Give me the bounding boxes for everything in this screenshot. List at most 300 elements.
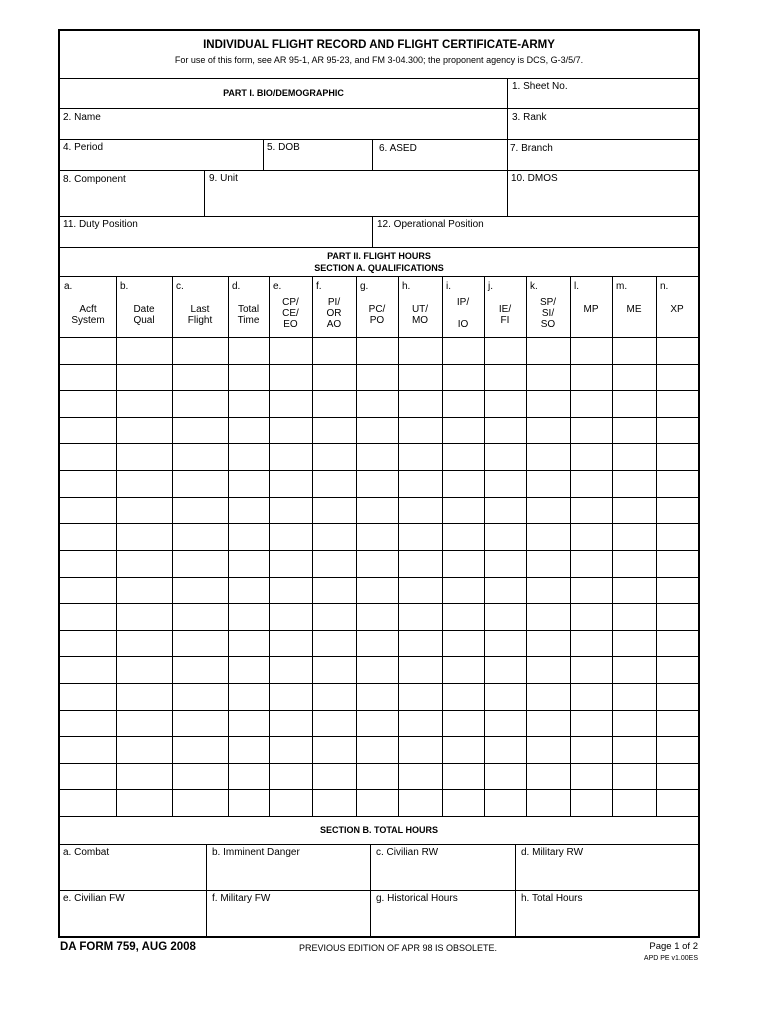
- table-cell-input[interactable]: [313, 391, 356, 417]
- table-cell-input[interactable]: [117, 365, 172, 391]
- table-cell-input[interactable]: [357, 498, 398, 524]
- table-cell-input[interactable]: [357, 418, 398, 444]
- table-cell-input[interactable]: [443, 657, 484, 683]
- combat-field[interactable]: [60, 859, 206, 890]
- table-cell-input[interactable]: [443, 578, 484, 604]
- table-cell-input[interactable]: [61, 471, 116, 497]
- table-cell-input[interactable]: [399, 524, 442, 550]
- table-cell-input[interactable]: [357, 578, 398, 604]
- table-cell-input[interactable]: [571, 657, 612, 683]
- table-cell-input[interactable]: [270, 711, 312, 737]
- table-cell-input[interactable]: [571, 418, 612, 444]
- table-cell-input[interactable]: [613, 524, 656, 550]
- table-cell-input[interactable]: [357, 604, 398, 630]
- table-cell-input[interactable]: [270, 498, 312, 524]
- table-cell-input[interactable]: [657, 444, 698, 470]
- table-cell-input[interactable]: [571, 764, 612, 790]
- column-header-label: OR: [326, 308, 342, 319]
- table-cell-input[interactable]: [571, 737, 612, 763]
- frame-right: [698, 29, 700, 938]
- table-cell-input[interactable]: [229, 578, 269, 604]
- table-cell-input[interactable]: [571, 604, 612, 630]
- dob-field[interactable]: [264, 154, 372, 170]
- table-cell-input[interactable]: [485, 790, 526, 816]
- table-cell-input[interactable]: [657, 524, 698, 550]
- table-cell-input[interactable]: [270, 657, 312, 683]
- table-cell-input[interactable]: [229, 711, 269, 737]
- table-cell-input[interactable]: [117, 711, 172, 737]
- table-cell-input[interactable]: [657, 604, 698, 630]
- sheet-no-field[interactable]: [508, 93, 698, 108]
- table-cell-input[interactable]: [357, 684, 398, 710]
- table-cell-input[interactable]: [571, 711, 612, 737]
- table-cell-input[interactable]: [571, 391, 612, 417]
- table-cell-input[interactable]: [399, 684, 442, 710]
- branch-label: 7. Branch: [510, 143, 553, 154]
- table-cell-input[interactable]: [173, 471, 228, 497]
- table-cell-input[interactable]: [357, 471, 398, 497]
- table-cell-input[interactable]: [357, 551, 398, 577]
- table-cell-input[interactable]: [61, 790, 116, 816]
- table-cell-input[interactable]: [61, 604, 116, 630]
- table-cell-input[interactable]: [357, 657, 398, 683]
- table-cell-input[interactable]: [527, 471, 570, 497]
- table-cell-input[interactable]: [173, 737, 228, 763]
- table-cell-input[interactable]: [270, 631, 312, 657]
- table-cell-input[interactable]: [229, 524, 269, 550]
- table-cell-input[interactable]: [527, 684, 570, 710]
- table-cell-input[interactable]: [357, 737, 398, 763]
- table-cell-input[interactable]: [173, 365, 228, 391]
- branch-field[interactable]: [508, 154, 698, 170]
- table-cell-input[interactable]: [657, 657, 698, 683]
- table-cell-input[interactable]: [313, 578, 356, 604]
- table-cell-input[interactable]: [443, 790, 484, 816]
- table-cell-input[interactable]: [173, 790, 228, 816]
- table-cell-input[interactable]: [270, 551, 312, 577]
- table-cell-input[interactable]: [657, 391, 698, 417]
- table-cell-input[interactable]: [173, 684, 228, 710]
- table-cell-input[interactable]: [443, 444, 484, 470]
- table-cell-input[interactable]: [613, 657, 656, 683]
- table-cell-input[interactable]: [270, 524, 312, 550]
- table-cell-input[interactable]: [657, 418, 698, 444]
- table-cell-input[interactable]: [173, 764, 228, 790]
- column-header-label: Time: [237, 315, 260, 326]
- table-cell-input[interactable]: [173, 604, 228, 630]
- table-cell-input[interactable]: [527, 524, 570, 550]
- table-cell-input[interactable]: [613, 551, 656, 577]
- table-cell-input[interactable]: [61, 418, 116, 444]
- table-cell-input[interactable]: [117, 737, 172, 763]
- table-cell-input[interactable]: [117, 684, 172, 710]
- imminent-danger-field[interactable]: [207, 859, 370, 890]
- table-cell-input[interactable]: [117, 551, 172, 577]
- table-cell-input[interactable]: [173, 338, 228, 364]
- table-cell-input[interactable]: [443, 338, 484, 364]
- table-cell-input[interactable]: [613, 365, 656, 391]
- table-cell-input[interactable]: [657, 631, 698, 657]
- column-letter: m.: [616, 281, 628, 292]
- table-cell-input[interactable]: [657, 578, 698, 604]
- total-hours-field[interactable]: [516, 905, 698, 936]
- table-cell-input[interactable]: [443, 365, 484, 391]
- table-cell-input[interactable]: [443, 391, 484, 417]
- table-cell-input[interactable]: [399, 764, 442, 790]
- table-cell-input[interactable]: [399, 631, 442, 657]
- table-cell-input[interactable]: [613, 418, 656, 444]
- operational-position-field[interactable]: [373, 231, 698, 247]
- table-cell-input[interactable]: [270, 365, 312, 391]
- table-cell-input[interactable]: [61, 391, 116, 417]
- civilian-fw-field[interactable]: [60, 905, 206, 936]
- table-cell-input[interactable]: [613, 338, 656, 364]
- column-header-label: PI/: [327, 297, 341, 308]
- table-cell-input[interactable]: [313, 657, 356, 683]
- table-cell-input[interactable]: [357, 711, 398, 737]
- table-cell-input[interactable]: [357, 631, 398, 657]
- table-cell-input[interactable]: [527, 551, 570, 577]
- table-cell-input[interactable]: [313, 338, 356, 364]
- table-cell-input[interactable]: [399, 338, 442, 364]
- table-cell-input[interactable]: [571, 338, 612, 364]
- table-cell-input[interactable]: [399, 418, 442, 444]
- column-header-label: Acft: [79, 304, 97, 315]
- table-cell-input[interactable]: [485, 578, 526, 604]
- table-cell-input[interactable]: [399, 444, 442, 470]
- table-cell-input[interactable]: [485, 524, 526, 550]
- table-cell-input[interactable]: [173, 391, 228, 417]
- table-cell-input[interactable]: [357, 365, 398, 391]
- table-cell-input[interactable]: [527, 631, 570, 657]
- section-b-heading: SECTION B. TOTAL HOURS: [319, 825, 438, 835]
- table-cell-input[interactable]: [399, 551, 442, 577]
- table-cell-input[interactable]: [571, 684, 612, 710]
- table-cell-input[interactable]: [527, 365, 570, 391]
- table-cell-input[interactable]: [443, 524, 484, 550]
- table-cell-input[interactable]: [117, 764, 172, 790]
- table-cell-input[interactable]: [613, 711, 656, 737]
- table-cell-input[interactable]: [527, 657, 570, 683]
- table-cell-input[interactable]: [571, 578, 612, 604]
- table-cell-input[interactable]: [117, 498, 172, 524]
- table-cell-input[interactable]: [613, 391, 656, 417]
- table-cell-input[interactable]: [229, 657, 269, 683]
- table-cell-input[interactable]: [270, 471, 312, 497]
- column-header-label: CP/: [282, 297, 299, 308]
- table-cell-input[interactable]: [527, 498, 570, 524]
- dmos-field[interactable]: [508, 186, 698, 216]
- table-cell-input[interactable]: [357, 790, 398, 816]
- table-cell-input[interactable]: [357, 524, 398, 550]
- table-cell-input[interactable]: [657, 338, 698, 364]
- column-header-label: SP/: [539, 297, 557, 308]
- table-cell-input[interactable]: [229, 444, 269, 470]
- table-cell-input[interactable]: [61, 684, 116, 710]
- table-cell-input[interactable]: [61, 764, 116, 790]
- table-cell-input[interactable]: [485, 684, 526, 710]
- component-field[interactable]: [60, 186, 204, 216]
- unit-field[interactable]: [205, 186, 507, 216]
- table-cell-input[interactable]: [117, 524, 172, 550]
- table-cell-input[interactable]: [399, 657, 442, 683]
- table-cell-input[interactable]: [313, 604, 356, 630]
- table-cell-input[interactable]: [61, 711, 116, 737]
- table-cell-input[interactable]: [485, 338, 526, 364]
- table-cell-input[interactable]: [657, 684, 698, 710]
- table-cell-input[interactable]: [399, 737, 442, 763]
- column-header-label: Date: [133, 304, 155, 315]
- table-cell-input[interactable]: [173, 631, 228, 657]
- table-cell-input[interactable]: [229, 551, 269, 577]
- table-cell-input[interactable]: [117, 790, 172, 816]
- table-cell-input[interactable]: [613, 790, 656, 816]
- table-cell-input[interactable]: [527, 578, 570, 604]
- table-cell-input[interactable]: [61, 338, 116, 364]
- page-number: Page 1 of 2: [649, 941, 698, 952]
- name-field[interactable]: [60, 124, 507, 139]
- table-cell-input[interactable]: [443, 764, 484, 790]
- table-cell-input[interactable]: [527, 790, 570, 816]
- table-cell-input[interactable]: [443, 737, 484, 763]
- table-cell-input[interactable]: [173, 711, 228, 737]
- table-cell-input[interactable]: [117, 631, 172, 657]
- table-cell-input[interactable]: [313, 790, 356, 816]
- table-cell-input[interactable]: [485, 471, 526, 497]
- table-cell-input[interactable]: [117, 444, 172, 470]
- table-cell-input[interactable]: [229, 737, 269, 763]
- table-cell-input[interactable]: [571, 498, 612, 524]
- table-cell-input[interactable]: [657, 365, 698, 391]
- table-cell-input[interactable]: [571, 631, 612, 657]
- table-cell-input[interactable]: [613, 684, 656, 710]
- table-cell-input[interactable]: [229, 764, 269, 790]
- table-cell-input[interactable]: [357, 391, 398, 417]
- table-cell-input[interactable]: [229, 498, 269, 524]
- table-cell-input[interactable]: [270, 578, 312, 604]
- table-cell-input[interactable]: [399, 471, 442, 497]
- table-cell-input[interactable]: [485, 631, 526, 657]
- column-letter: h.: [402, 281, 411, 292]
- table-cell-input[interactable]: [399, 578, 442, 604]
- table-cell-input[interactable]: [313, 498, 356, 524]
- table-cell-input[interactable]: [61, 631, 116, 657]
- table-cell-input[interactable]: [527, 444, 570, 470]
- table-cell-input[interactable]: [313, 418, 356, 444]
- table-cell-input[interactable]: [571, 790, 612, 816]
- table-cell-input[interactable]: [443, 604, 484, 630]
- table-cell-input[interactable]: [485, 764, 526, 790]
- table-cell-input[interactable]: [527, 711, 570, 737]
- table-cell-input[interactable]: [313, 764, 356, 790]
- table-cell-input[interactable]: [485, 498, 526, 524]
- civilian-rw-field[interactable]: [371, 859, 515, 890]
- table-cell-input[interactable]: [613, 471, 656, 497]
- table-cell-input[interactable]: [313, 551, 356, 577]
- total-hours-label: h. Total Hours: [521, 893, 583, 904]
- table-cell-input[interactable]: [443, 471, 484, 497]
- table-cell-input[interactable]: [571, 365, 612, 391]
- table-cell-input[interactable]: [443, 498, 484, 524]
- table-cell-input[interactable]: [229, 418, 269, 444]
- table-cell-input[interactable]: [313, 631, 356, 657]
- table-cell-input[interactable]: [173, 498, 228, 524]
- table-cell-input[interactable]: [443, 711, 484, 737]
- table-cell-input[interactable]: [270, 418, 312, 444]
- table-cell-input[interactable]: [357, 764, 398, 790]
- table-cell-input[interactable]: [270, 737, 312, 763]
- table-cell-input[interactable]: [270, 391, 312, 417]
- table-cell-input[interactable]: [399, 604, 442, 630]
- table-cell-input[interactable]: [527, 391, 570, 417]
- military-fw-field[interactable]: [207, 905, 370, 936]
- table-cell-input[interactable]: [313, 737, 356, 763]
- table-cell-input[interactable]: [613, 631, 656, 657]
- name-label: 2. Name: [63, 112, 101, 123]
- table-cell-input[interactable]: [229, 631, 269, 657]
- table-cell-input[interactable]: [229, 338, 269, 364]
- table-cell-input[interactable]: [270, 684, 312, 710]
- table-cell-input[interactable]: [117, 657, 172, 683]
- column-letter: g.: [360, 281, 369, 292]
- table-cell-input[interactable]: [657, 498, 698, 524]
- column-header-label: SO: [540, 319, 556, 330]
- table-cell-input[interactable]: [357, 444, 398, 470]
- table-cell-input[interactable]: [443, 551, 484, 577]
- table-cell-input[interactable]: [229, 604, 269, 630]
- table-cell-input[interactable]: [399, 365, 442, 391]
- table-cell-input[interactable]: [229, 471, 269, 497]
- table-cell-input[interactable]: [61, 365, 116, 391]
- table-cell-input[interactable]: [313, 684, 356, 710]
- table-cell-input[interactable]: [443, 631, 484, 657]
- table-cell-input[interactable]: [613, 444, 656, 470]
- table-cell-input[interactable]: [229, 391, 269, 417]
- table-cell-input[interactable]: [657, 551, 698, 577]
- table-cell-input[interactable]: [613, 737, 656, 763]
- table-cell-input[interactable]: [173, 551, 228, 577]
- historical-hours-field[interactable]: [371, 905, 515, 936]
- table-cell-input[interactable]: [173, 578, 228, 604]
- table-cell-input[interactable]: [117, 338, 172, 364]
- table-cell-input[interactable]: [613, 498, 656, 524]
- table-cell-input[interactable]: [61, 498, 116, 524]
- version-label: APD PE v1.00ES: [643, 955, 698, 962]
- table-cell-input[interactable]: [657, 790, 698, 816]
- historical-hours-label: g. Historical Hours: [376, 893, 458, 904]
- table-cell-input[interactable]: [270, 790, 312, 816]
- table-cell-input[interactable]: [117, 391, 172, 417]
- rule: [60, 170, 698, 171]
- table-cell-input[interactable]: [485, 711, 526, 737]
- column-header-label: Flight: [187, 315, 213, 326]
- table-cell-input[interactable]: [117, 418, 172, 444]
- table-cell-input[interactable]: [485, 657, 526, 683]
- table-cell-input[interactable]: [61, 578, 116, 604]
- period-field[interactable]: [60, 154, 263, 170]
- table-cell-input[interactable]: [229, 365, 269, 391]
- table-cell-input[interactable]: [527, 338, 570, 364]
- table-cell-input[interactable]: [173, 524, 228, 550]
- military-rw-field[interactable]: [516, 859, 698, 890]
- military-rw-label: d. Military RW: [521, 847, 584, 858]
- table-cell-input[interactable]: [571, 471, 612, 497]
- table-cell-input[interactable]: [485, 391, 526, 417]
- table-cell-input[interactable]: [270, 764, 312, 790]
- table-cell-input[interactable]: [270, 604, 312, 630]
- table-cell-input[interactable]: [657, 764, 698, 790]
- table-cell-input[interactable]: [527, 604, 570, 630]
- rank-field[interactable]: [508, 124, 698, 139]
- table-cell-input[interactable]: [399, 391, 442, 417]
- table-cell-input[interactable]: [485, 444, 526, 470]
- table-cell-input[interactable]: [61, 524, 116, 550]
- table-cell-input[interactable]: [229, 684, 269, 710]
- table-cell-input[interactable]: [117, 578, 172, 604]
- table-cell-input[interactable]: [571, 524, 612, 550]
- table-cell-input[interactable]: [571, 444, 612, 470]
- table-cell-input[interactable]: [657, 737, 698, 763]
- table-cell-input[interactable]: [229, 790, 269, 816]
- table-cell-input[interactable]: [485, 737, 526, 763]
- column-header-label: CE/: [282, 308, 299, 319]
- table-cell-input[interactable]: [613, 764, 656, 790]
- table-cell-input[interactable]: [657, 471, 698, 497]
- table-cell-input[interactable]: [61, 657, 116, 683]
- table-cell-input[interactable]: [313, 711, 356, 737]
- table-cell-input[interactable]: [527, 418, 570, 444]
- column-header-label: UT/: [411, 304, 429, 315]
- table-cell-input[interactable]: [443, 418, 484, 444]
- table-cell-input[interactable]: [313, 524, 356, 550]
- table-cell-input[interactable]: [117, 604, 172, 630]
- table-cell-input[interactable]: [443, 684, 484, 710]
- column-header-label: PO: [369, 315, 385, 326]
- table-cell-input[interactable]: [485, 365, 526, 391]
- table-cell-input[interactable]: [613, 604, 656, 630]
- table-cell-input[interactable]: [117, 471, 172, 497]
- table-cell-input[interactable]: [657, 711, 698, 737]
- table-cell-input[interactable]: [313, 471, 356, 497]
- table-cell-input[interactable]: [61, 737, 116, 763]
- duty-position-field[interactable]: [60, 231, 372, 247]
- table-cell-input[interactable]: [357, 338, 398, 364]
- table-cell-input[interactable]: [173, 657, 228, 683]
- table-cell-input[interactable]: [399, 790, 442, 816]
- table-cell-input[interactable]: [173, 444, 228, 470]
- ased-field[interactable]: [373, 154, 507, 170]
- table-cell-input[interactable]: [485, 418, 526, 444]
- table-cell-input[interactable]: [270, 338, 312, 364]
- table-cell-input[interactable]: [270, 444, 312, 470]
- table-cell-input[interactable]: [61, 551, 116, 577]
- table-cell-input[interactable]: [571, 551, 612, 577]
- table-cell-input[interactable]: [399, 498, 442, 524]
- table-cell-input[interactable]: [313, 365, 356, 391]
- column-letter: d.: [232, 281, 241, 292]
- column-header-label: EO: [283, 319, 298, 330]
- table-cell-input[interactable]: [399, 711, 442, 737]
- table-cell-input[interactable]: [313, 444, 356, 470]
- table-cell-input[interactable]: [485, 551, 526, 577]
- table-cell-input[interactable]: [613, 578, 656, 604]
- column-header-label: SI/: [541, 308, 555, 319]
- table-cell-input[interactable]: [527, 737, 570, 763]
- table-cell-input[interactable]: [173, 418, 228, 444]
- table-cell-input[interactable]: [527, 764, 570, 790]
- table-cell-input[interactable]: [61, 444, 116, 470]
- table-cell-input[interactable]: [485, 604, 526, 630]
